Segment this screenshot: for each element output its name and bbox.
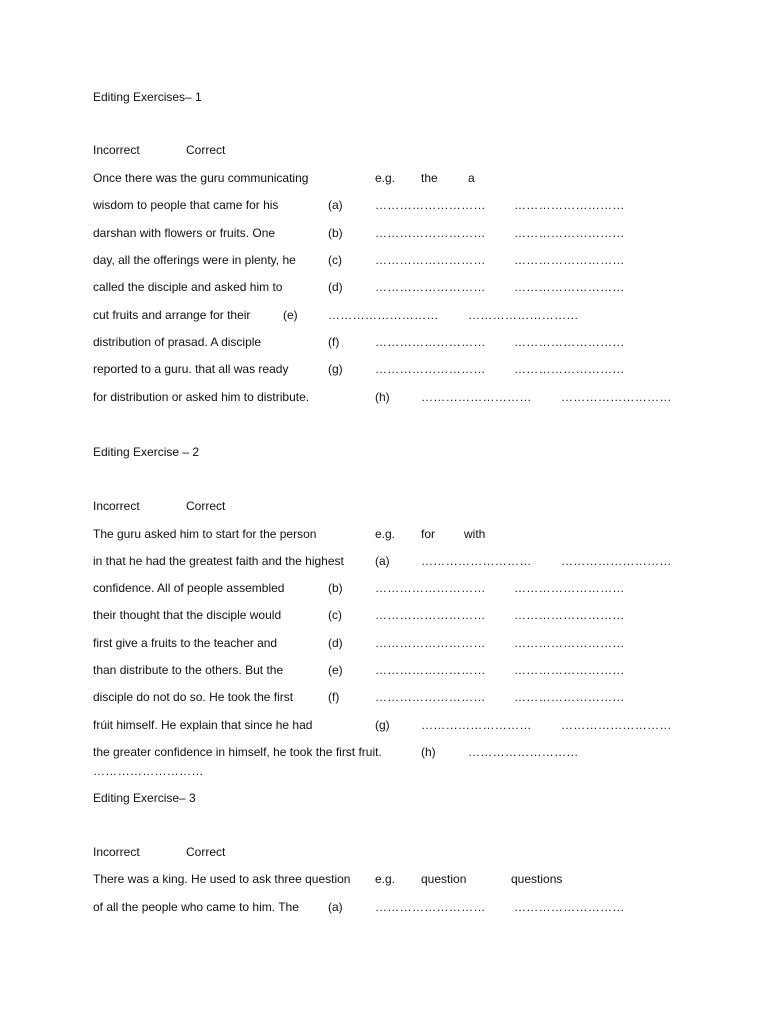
exercise-1-line-b-text: darshan with flowers or fruits. One bbox=[93, 226, 276, 240]
exercise-2-line-g-incorrect-blank[interactable]: ……………………… bbox=[421, 718, 532, 732]
exercise-1-line-c-correct-blank[interactable]: ……………………… bbox=[514, 253, 625, 267]
exercise-2-title: Editing Exercise – 2 bbox=[93, 445, 200, 459]
exercise-2-line-a-text: in that he had the greatest faith and the highest bbox=[93, 554, 344, 568]
exercise-2-line-b-text: confidence. All of people assembled bbox=[93, 581, 285, 595]
exercise-3-header-incorrect: Incorrect bbox=[93, 845, 140, 859]
exercise-1-line-f-label: (f) bbox=[328, 335, 340, 349]
exercise-1-line-a-correct-blank[interactable]: ……………………… bbox=[514, 198, 625, 212]
exercise-2-header-incorrect: Incorrect bbox=[93, 499, 140, 513]
exercise-2-line-h-incorrect-blank[interactable]: ……………………… bbox=[468, 745, 579, 759]
exercise-2-line-b-incorrect-blank[interactable]: ……………………… bbox=[375, 581, 486, 595]
exercise-2-line-e-correct-blank[interactable]: ……………………… bbox=[514, 663, 625, 677]
exercise-1-example-text: Once there was the guru communicating bbox=[93, 171, 309, 185]
exercise-2-header-correct: Correct bbox=[186, 499, 226, 513]
exercise-2-line-h-label: (h) bbox=[421, 745, 436, 759]
exercise-1-line-d-incorrect-blank[interactable]: ……………………… bbox=[375, 280, 486, 294]
exercise-1-line-e-text: cut fruits and arrange for their bbox=[93, 308, 251, 322]
exercise-2-line-e-label: (e) bbox=[328, 663, 343, 677]
exercise-2-example-label: e.g. bbox=[375, 527, 396, 541]
exercise-1-line-e-label: (e) bbox=[283, 308, 298, 322]
exercise-1-line-a-label: (a) bbox=[328, 198, 343, 212]
exercise-1-line-d-text: called the disciple and asked him to bbox=[93, 280, 283, 294]
exercise-2-line-b-label: (b) bbox=[328, 581, 343, 595]
exercise-1-header-correct: Correct bbox=[186, 143, 226, 157]
exercise-2-example-text: The guru asked him to start for the person bbox=[93, 527, 317, 541]
exercise-2-line-f-label: (f) bbox=[328, 690, 340, 704]
exercise-3-line-a-correct-blank[interactable]: ……………………… bbox=[514, 900, 625, 914]
exercise-1-line-b-correct-blank[interactable]: ……………………… bbox=[514, 226, 625, 240]
exercise-2-example-correct: with bbox=[464, 527, 486, 541]
exercise-2-line-g-correct-blank[interactable]: ……………………… bbox=[561, 718, 672, 732]
exercise-1-line-b-label: (b) bbox=[328, 226, 343, 240]
exercise-2-line-a-incorrect-blank[interactable]: ……………………… bbox=[421, 554, 532, 568]
exercise-1-line-g-text: reported to a guru. that all was ready bbox=[93, 362, 289, 376]
exercise-2-line-h-text: the greater confidence in himself, he took the first fruit. bbox=[93, 745, 382, 759]
exercise-1-line-g-label: (g) bbox=[328, 362, 343, 376]
exercise-3-example-label: e.g. bbox=[375, 872, 396, 886]
exercise-1-line-d-label: (d) bbox=[328, 280, 343, 294]
exercise-1-line-a-text: wisdom to people that came for his bbox=[93, 198, 279, 212]
exercise-3-header-correct: Correct bbox=[186, 845, 226, 859]
exercise-2-line-c-correct-blank[interactable]: ……………………… bbox=[514, 608, 625, 622]
exercise-2-line-a-correct-blank[interactable]: ……………………… bbox=[561, 554, 672, 568]
exercise-2-example-incorrect: for bbox=[421, 527, 436, 541]
exercise-2-line-d-incorrect-blank[interactable]: ……………………… bbox=[375, 636, 486, 650]
exercise-1-line-c-incorrect-blank[interactable]: ……………………… bbox=[375, 253, 486, 267]
exercise-2-line-f-incorrect-blank[interactable]: ……………………… bbox=[375, 690, 486, 704]
exercise-2-line-c-text: their thought that the disciple would bbox=[93, 608, 282, 622]
exercise-2-line-d-label: (d) bbox=[328, 636, 343, 650]
exercise-1-example-correct: a bbox=[468, 171, 475, 185]
exercise-1-line-b-incorrect-blank[interactable]: ……………………… bbox=[375, 226, 486, 240]
exercise-2-line-d-text: first give a fruits to the teacher and bbox=[93, 636, 278, 650]
exercise-1-line-d-correct-blank[interactable]: ……………………… bbox=[514, 280, 625, 294]
exercise-2-line-g-text: frúit himself. He explain that since he had bbox=[93, 718, 313, 732]
exercise-3-example-correct: questions bbox=[511, 872, 563, 886]
exercise-1-line-c-label: (c) bbox=[328, 253, 342, 267]
exercise-2-line-c-incorrect-blank[interactable]: ……………………… bbox=[375, 608, 486, 622]
exercise-1-line-e-correct-blank[interactable]: ……………………… bbox=[468, 308, 579, 322]
exercise-2-line-b-correct-blank[interactable]: ……………………… bbox=[514, 581, 625, 595]
exercise-1-line-g-incorrect-blank[interactable]: ……………………… bbox=[375, 362, 486, 376]
exercise-3-example-text: There was a king. He used to ask three question bbox=[93, 872, 351, 886]
exercise-1-line-h-text: for distribution or asked him to distribute. bbox=[93, 390, 310, 404]
exercise-2-line-h-correct-blank[interactable]: ……………………… bbox=[93, 764, 204, 778]
exercise-2-line-f-correct-blank[interactable]: ……………………… bbox=[514, 690, 625, 704]
exercise-3-example-incorrect: question bbox=[421, 872, 467, 886]
exercise-1-title: Editing Exercises– 1 bbox=[93, 90, 202, 104]
exercise-2-line-g-label: (g) bbox=[375, 718, 390, 732]
exercise-1-example-label: e.g. bbox=[375, 171, 396, 185]
exercise-1-line-g-correct-blank[interactable]: ……………………… bbox=[514, 362, 625, 376]
exercise-2-line-e-incorrect-blank[interactable]: ……………………… bbox=[375, 663, 486, 677]
exercise-2-line-a-label: (a) bbox=[375, 554, 390, 568]
exercise-1-line-h-label: (h) bbox=[375, 390, 390, 404]
exercise-1-line-a-incorrect-blank[interactable]: ……………………… bbox=[375, 198, 486, 212]
exercise-3-line-a-text: of all the people who came to him. The bbox=[93, 900, 299, 914]
exercise-1-line-e-incorrect-blank[interactable]: ……………………… bbox=[328, 308, 439, 322]
exercise-2-line-f-text: disciple do not do so. He took the first bbox=[93, 690, 294, 704]
exercise-2-line-c-label: (c) bbox=[328, 608, 342, 622]
exercise-1-line-f-correct-blank[interactable]: ……………………… bbox=[514, 335, 625, 349]
exercise-1-line-f-text: distribution of prasad. A disciple bbox=[93, 335, 262, 349]
exercise-3-line-a-incorrect-blank[interactable]: ……………………… bbox=[375, 900, 486, 914]
exercise-2-line-d-correct-blank[interactable]: ……………………… bbox=[514, 636, 625, 650]
exercise-1-line-c-text: day, all the offerings were in plenty, he bbox=[93, 253, 296, 267]
exercise-1-line-h-incorrect-blank[interactable]: ……………………… bbox=[421, 390, 532, 404]
exercise-1-header-incorrect: Incorrect bbox=[93, 143, 140, 157]
exercise-1-line-f-incorrect-blank[interactable]: ……………………… bbox=[375, 335, 486, 349]
exercise-1-line-h-correct-blank[interactable]: ……………………… bbox=[561, 390, 672, 404]
exercise-3-line-a-label: (a) bbox=[328, 900, 343, 914]
exercise-1-example-incorrect: the bbox=[421, 171, 438, 185]
exercise-2-line-e-text: than distribute to the others. But the bbox=[93, 663, 284, 677]
exercise-3-title: Editing Exercise– 3 bbox=[93, 791, 196, 805]
